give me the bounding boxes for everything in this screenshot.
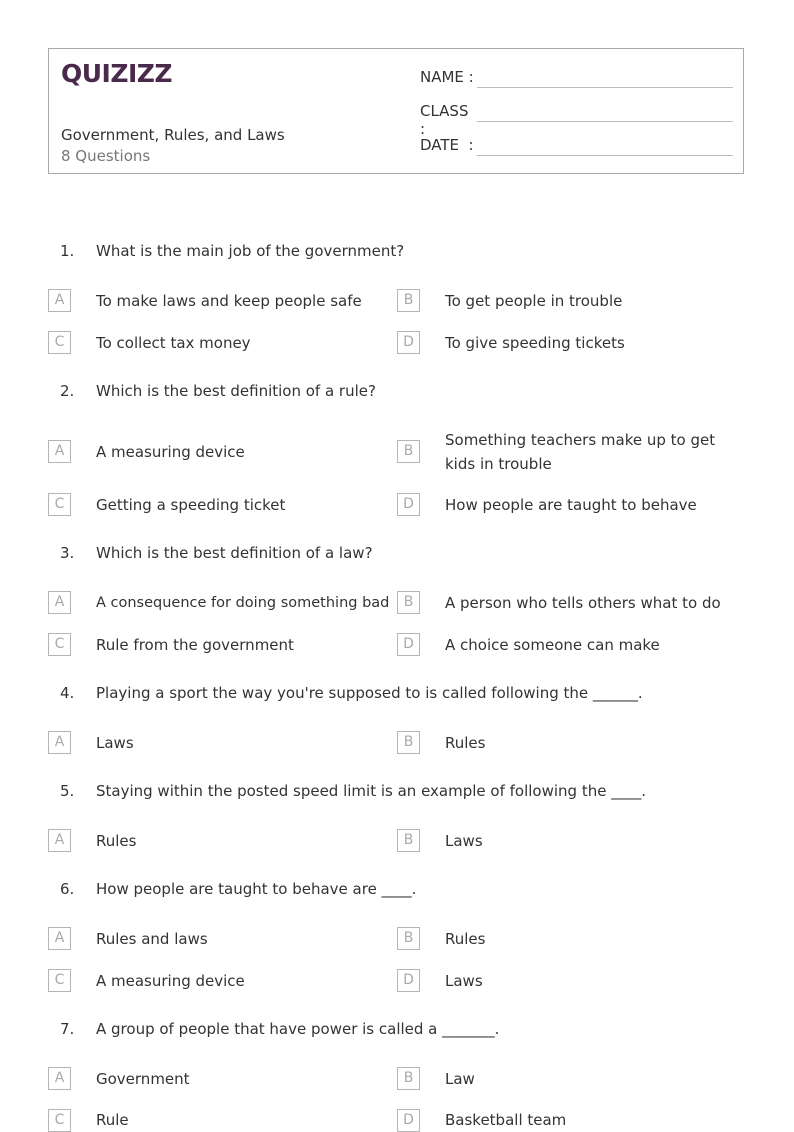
option-letter-box[interactable]: A xyxy=(48,731,71,754)
date-line[interactable] xyxy=(477,155,733,156)
option-letter-box[interactable]: B xyxy=(397,591,420,614)
option-text: A measuring device xyxy=(96,972,245,990)
question-count: 8 Questions xyxy=(61,147,151,165)
question-number: 7. xyxy=(60,1020,75,1038)
option-text: Rules xyxy=(96,832,137,850)
option-letter-box[interactable]: D xyxy=(397,969,420,992)
quizizz-logo: QUIZIZZ xyxy=(61,59,173,88)
option-letter-box[interactable]: B xyxy=(397,927,420,950)
option-text: Basketball team xyxy=(445,1111,567,1129)
worksheet-title: Government, Rules, and Laws xyxy=(61,126,285,144)
question-text: Which is the best definition of a law? xyxy=(96,544,373,562)
question-number: 3. xyxy=(60,544,75,562)
option-text: To make laws and keep people safe xyxy=(96,292,362,310)
date-label: DATE : xyxy=(420,136,474,154)
option-text: To give speeding tickets xyxy=(445,334,625,352)
question-text: A group of people that have power is called a _______. xyxy=(96,1020,500,1038)
question-text: Which is the best definition of a rule? xyxy=(96,382,376,400)
option-text: Law xyxy=(445,1070,475,1088)
option-letter-box[interactable]: C xyxy=(48,331,71,354)
question-number: 5. xyxy=(60,782,75,800)
question-text: How people are taught to behave are ____. xyxy=(96,880,417,898)
option-text: Laws xyxy=(445,832,483,850)
option-letter-box[interactable]: A xyxy=(48,440,71,463)
class-line[interactable] xyxy=(477,121,733,122)
option-text: Rules xyxy=(445,930,486,948)
option-text: Rule from the government xyxy=(96,636,294,654)
option-letter-box[interactable]: C xyxy=(48,633,71,656)
class-field[interactable] xyxy=(420,102,476,138)
option-text: To get people in trouble xyxy=(445,292,623,310)
option-text: Rules and laws xyxy=(96,930,208,948)
question-text: Staying within the posted speed limit is an example of following the ____. xyxy=(96,782,646,800)
option-letter-box[interactable]: B xyxy=(397,440,420,463)
option-letter-box[interactable]: C xyxy=(48,969,71,992)
option-letter-box[interactable]: B xyxy=(397,731,420,754)
question-number: 1. xyxy=(60,242,75,260)
option-text: Something teachers make up to get kids in trouble xyxy=(445,431,716,473)
option-letter-box[interactable]: C xyxy=(48,493,71,516)
name-label: NAME : xyxy=(420,68,474,86)
question-text: Playing a sport the way you're supposed to is called following the ______. xyxy=(96,684,643,702)
option-letter-box[interactable]: D xyxy=(397,633,420,656)
option-text: A choice someone can make xyxy=(445,636,660,654)
option-letter-box[interactable]: A xyxy=(48,829,71,852)
option-text: Laws xyxy=(445,972,483,990)
option-text: Laws xyxy=(96,734,134,752)
option-letter-box[interactable]: B xyxy=(397,1067,420,1090)
question-text: What is the main job of the government? xyxy=(96,242,405,260)
option-text: Rules xyxy=(445,734,486,752)
option-text: Government xyxy=(96,1070,190,1088)
option-letter-box[interactable]: D xyxy=(397,1109,420,1132)
worksheet-header xyxy=(48,48,744,174)
option-letter-box[interactable]: D xyxy=(397,331,420,354)
question-number: 4. xyxy=(60,684,75,702)
option-text: A person who tells others what to do xyxy=(445,594,721,612)
name-field[interactable] xyxy=(420,68,476,86)
option-letter-box[interactable]: A xyxy=(48,289,71,312)
option-text: How people are taught to behave xyxy=(445,496,697,514)
option-letter-box[interactable]: A xyxy=(48,1067,71,1090)
option-text: A consequence for doing something bad xyxy=(96,595,390,611)
question-number: 2. xyxy=(60,382,75,400)
option-text: A measuring device xyxy=(96,443,245,461)
option-letter-box[interactable]: A xyxy=(48,591,71,614)
question-number: 6. xyxy=(60,880,75,898)
class-label: CLASS : xyxy=(420,102,469,138)
name-line[interactable] xyxy=(477,87,733,88)
option-text: To collect tax money xyxy=(96,334,251,352)
option-letter-box[interactable]: D xyxy=(397,493,420,516)
option-text: Rule xyxy=(96,1111,129,1129)
option-letter-box[interactable]: A xyxy=(48,927,71,950)
option-letter-box[interactable]: C xyxy=(48,1109,71,1132)
option-letter-box[interactable]: B xyxy=(397,289,420,312)
date-field[interactable] xyxy=(420,136,476,154)
option-letter-box[interactable]: B xyxy=(397,829,420,852)
option-text: Getting a speeding ticket xyxy=(96,496,286,514)
